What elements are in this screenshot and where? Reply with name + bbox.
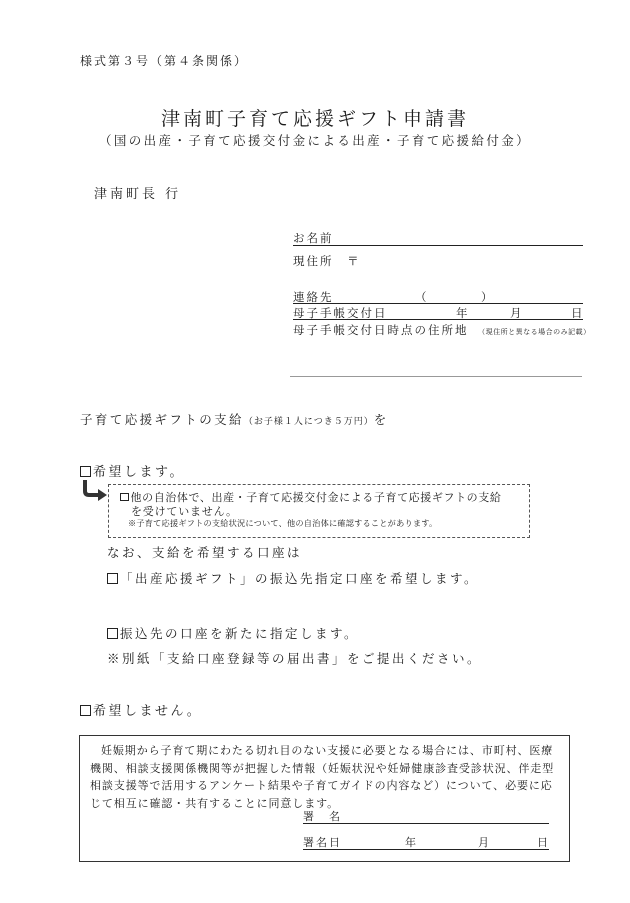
account-option-existing-label: 「出産応援ギフト」の振込先指定口座を希望します。 — [120, 571, 480, 586]
book-address-note: （現住所と異なる場合のみ記載） — [478, 328, 591, 336]
form-number: 様式第３号（第４条関係） — [80, 54, 249, 68]
lead-note: （お子様１人につき５万円） — [243, 417, 374, 427]
book-date-label: 母子手帳交付日 — [293, 306, 388, 320]
account-lead: なお、支給を希望する口座は — [107, 545, 303, 560]
signature-date-label: 署名日 — [303, 836, 342, 849]
addressee: 津南町長 行 — [94, 187, 182, 202]
arrow-right-icon — [80, 478, 108, 502]
signature-day-label: 日 — [537, 836, 550, 849]
option-yes-label: 希望します。 — [93, 465, 185, 480]
signature-label: 署 名 — [303, 810, 342, 823]
account-note: ※別紙「支給口座登録等の届出書」をご提出ください。 — [107, 651, 483, 666]
contact-paren-open: （ — [415, 290, 429, 304]
account-option-existing[interactable] — [107, 569, 479, 587]
page-subtitle: （国の出産・子育て応援交付金による出産・子育て応援給付金） — [98, 133, 532, 148]
contact-label: 連絡先 — [293, 290, 334, 304]
signature-field[interactable] — [303, 808, 549, 824]
account-option-new-label: 振込先の口座を新たに指定します。 — [120, 626, 360, 641]
page-title: 津南町子育て応援ギフト申請書 — [160, 108, 469, 130]
checkbox-icon[interactable] — [80, 466, 91, 477]
other-municipality-text-2: を受けていません。 — [131, 505, 238, 518]
consent-text: 妊娠期から子育て期にわたる切れ目のない支援に必要となる場合には、市町村、医療機関、相談支援関係機関等が把握した情報（妊娠状況や妊婦健康診査受診状況、伴走型相談支援等で活用するアンケート結果や子育てガイドの内容など）について、必要に応じて相互に確認・共有することに同意します。 — [90, 744, 555, 810]
book-address-label: 母子手帳交付日時点の住所地 — [293, 323, 469, 337]
book-address-line — [290, 376, 582, 377]
checkbox-icon[interactable] — [120, 493, 129, 502]
name-label: お名前 — [293, 231, 334, 245]
contact-field[interactable] — [293, 289, 583, 304]
checkbox-icon[interactable] — [80, 705, 91, 716]
account-option-new[interactable] — [107, 624, 359, 642]
book-address-field[interactable] — [293, 322, 591, 337]
address-field[interactable] — [293, 253, 583, 268]
book-day-label: 日 — [571, 306, 585, 320]
contact-paren-close: ） — [481, 290, 495, 304]
checkbox-icon[interactable] — [107, 573, 118, 584]
book-month-label: 月 — [510, 306, 524, 320]
book-date-field[interactable] — [293, 305, 583, 320]
signature-month-label: 月 — [478, 836, 491, 849]
name-field[interactable] — [293, 230, 583, 246]
address-label: 現住所 — [293, 254, 334, 268]
book-year-label: 年 — [456, 306, 470, 320]
option-no-label: 希望しません。 — [93, 704, 203, 719]
option-no[interactable] — [80, 700, 202, 719]
checkbox-icon[interactable] — [107, 628, 118, 639]
lead-text: 子育て応援ギフトの支給 — [80, 412, 244, 427]
lead-sentence — [80, 410, 389, 428]
postal-mark: 〒 — [347, 254, 361, 268]
other-municipality-text: 他の自治体で、出産・子育て応援交付金による子育て応援ギフトの支給 — [130, 491, 502, 504]
other-municipality-note: ※子育て応援ギフトの支給状況について、他の自治体に確認することがあります。 — [128, 518, 438, 528]
signature-date-field[interactable] — [303, 834, 549, 850]
lead-text-end: を — [373, 412, 389, 427]
signature-year-label: 年 — [405, 836, 418, 849]
